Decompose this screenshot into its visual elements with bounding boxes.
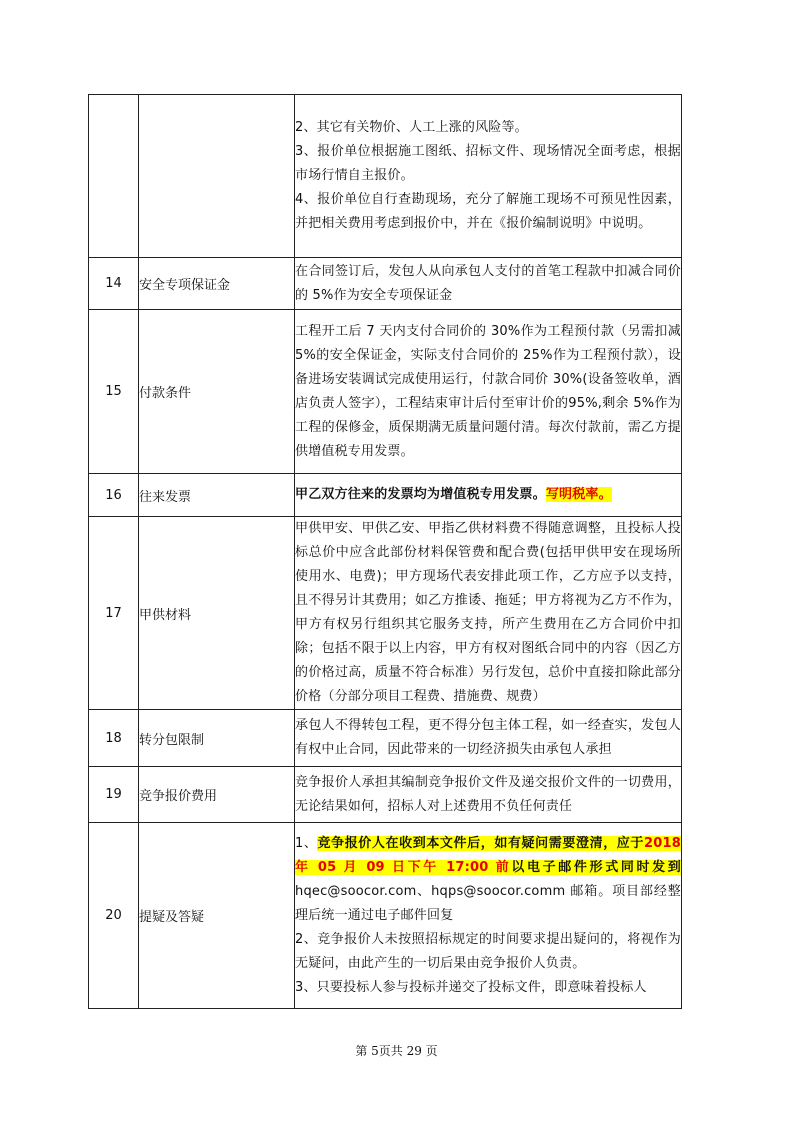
page-footer: 第 5页共 29 页 (355, 1044, 438, 1058)
row-number: 15 (89, 310, 139, 474)
email-addresses: hqec@soocor.com、hqps@soocor.comm 邮箱。项目部经整理后统一通过电子邮件回复 (295, 883, 681, 923)
row-title: 提疑及答疑 (139, 823, 295, 1009)
row-title: 甲供材料 (139, 517, 295, 710)
row-title: 往来发票 (139, 474, 295, 517)
row-number: 20 (89, 823, 139, 1009)
invoice-statement: 甲乙双方往来的发票均为增值税专用发票。 (295, 487, 546, 502)
table-row (89, 310, 682, 474)
row-title-cell (139, 95, 295, 258)
row-content-cell (295, 95, 682, 258)
row-number: 18 (89, 710, 139, 767)
row-content (295, 474, 682, 517)
content-line: 3、报价单位根据施工图纸、招标文件、现场情况全面考虑，根据市场行情自主报价。 (295, 144, 681, 183)
row-number: 14 (89, 258, 139, 310)
row-content: 承包人不得转包工程，更不得分包主体工程，如一经查实，发包人有权中止合同，因此带来的一切经济损失由承包人承担 (295, 710, 682, 767)
paragraph-number: 1、 (295, 835, 318, 851)
table-row (89, 823, 682, 1009)
content-paragraph (295, 832, 681, 928)
table-row (89, 710, 682, 767)
tax-rate-note: 写明税率。 (545, 487, 612, 502)
content-paragraph: 3、只要投标人参与投标并递交了投标文件，即意味着投标人 (295, 979, 647, 995)
row-content (295, 823, 682, 1009)
row-content: 竞争报价人承担其编制竞争报价文件及递交报价文件的一切费用，无论结果如何，招标人对上述费用不负任何责任 (295, 767, 682, 823)
row-title: 安全专项保证金 (139, 258, 295, 310)
table-row (89, 474, 682, 517)
row-number: 19 (89, 767, 139, 823)
row-number: 16 (89, 474, 139, 517)
row-title: 付款条件 (139, 310, 295, 474)
table-row (89, 517, 682, 710)
clarification-notice: 竞争报价人在收到本文件后，如有疑问需要澄清，应于 (317, 835, 645, 851)
email-instruction: 以电子邮件形式同时发到 (511, 859, 682, 875)
row-content: 工程开工后 7 天内支付合同价的 30%作为工程预付款（另需扣减 5%的安全保证金，实际支付合同价的 25%作为工程预付款），设备进场安装调试完成使用运行，付款合同价 30%(设备签收单，酒店负责人签字），工程结束审计后付至审计价的95%,剩余 5%作为工程的保修金，质保期满无质量问题付清。每次付款前，需乙方提供增值税专用发票。 (295, 310, 682, 474)
row-number: 17 (89, 517, 139, 710)
row-content: 在合同签订后，发包人从向承包人支付的首笔工程款中扣减合同价的 5%作为安全专项保证金 (295, 258, 682, 310)
table-row (89, 767, 682, 823)
requirements-table (88, 94, 682, 1009)
row-title: 转分包限制 (139, 710, 295, 767)
table-row (89, 95, 682, 258)
content-line: 4、报价单位自行查勘现场，充分了解施工现场不可预见性因素，并把相关费用考虑到报价中，并在《报价编制说明》中说明。 (295, 192, 681, 231)
deadline-text: 2018 年 05 月 09 日下午 17:00 前 (295, 835, 681, 875)
content-line: 2、其它有关物价、人工上涨的风险等。 (295, 120, 528, 135)
content-paragraph: 2、竞争报价人未按照招标规定的时间要求提出疑问的，将视作为无疑问，由此产生的一切后果由竞争报价人负责。 (295, 931, 681, 971)
row-number-cell (89, 95, 139, 258)
row-title: 竞争报价费用 (139, 767, 295, 823)
row-content: 甲供甲安、甲供乙安、甲指乙供材料费不得随意调整，且投标人投标总价中应含此部份材料保管费和配合费(包括甲供甲安在现场所使用水、电费)；甲方现场代表安排此项工作，乙方应予以支持，且不得另计其费用；如乙方推诿、拖延；甲方将视为乙方不作为，甲方有权另行组织其它服务支持，所产生费用在乙方合同价中扣除；包括不限于以上内容，甲方有权对图纸合同中的内容（因乙方的价格过高，质量不符合标准）另行发包，总价中直接扣除此部分价格（分部分项目工程费、措施费、规费） (295, 517, 682, 710)
table-row (89, 258, 682, 310)
